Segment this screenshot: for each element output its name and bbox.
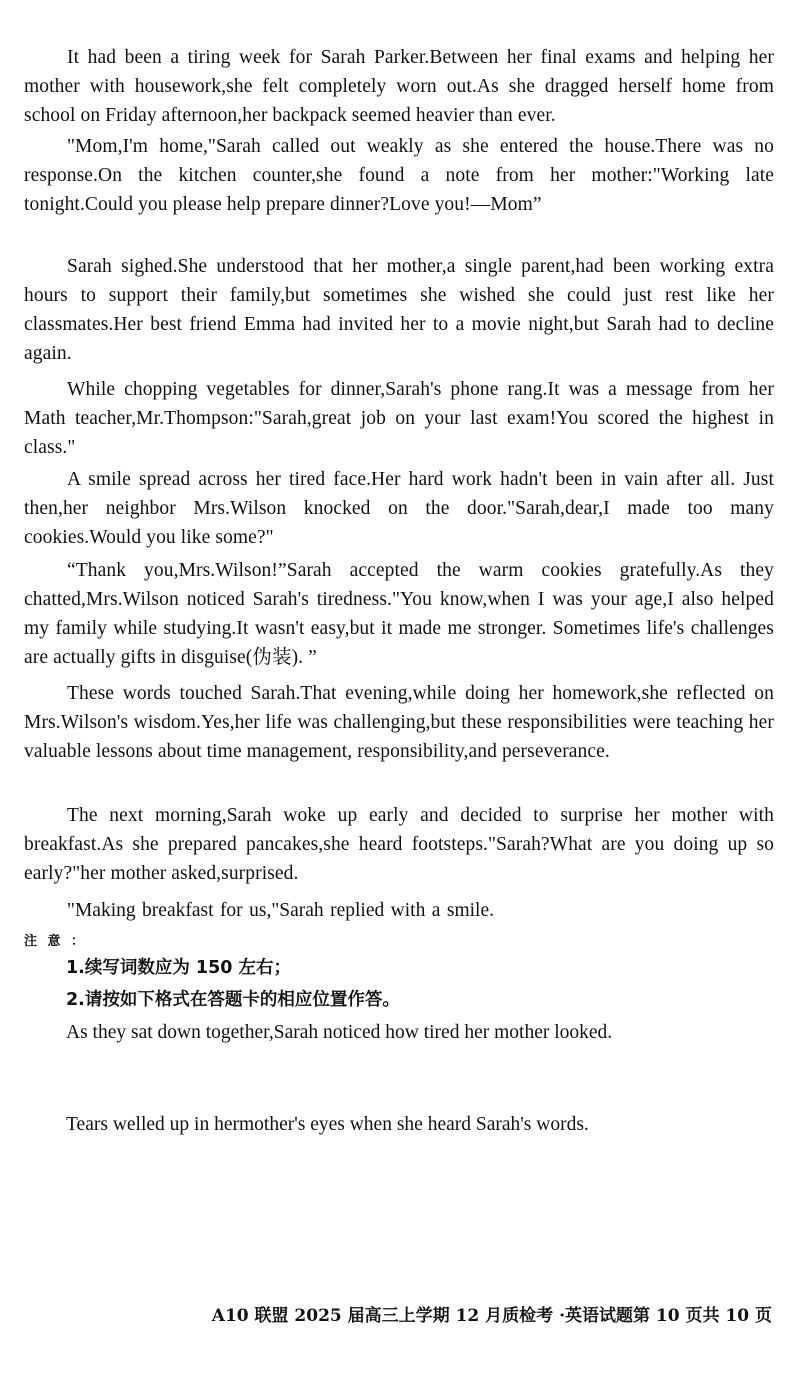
continuation-opener-1: As they sat down together,Sarah noticed how tired her mother looked.	[66, 1022, 613, 1043]
instruction-answer-format: 2.请按如下格式在答题卡的相应位置作答。	[66, 990, 400, 1010]
page-footer: A10 联盟 2025 届高三上学期 12 月质检考 ·英语试题第 10 页共 10 页	[211, 1306, 772, 1326]
passage-paragraph-8: The next morning,Sarah woke up early and decided to surprise her mother with breakfast.As she prepared pancakes,she heard footsteps."Sarah?What are you doing up so early?"her mother asked,surprised.	[24, 805, 774, 884]
passage-paragraph-5: A smile spread across her tired face.Her hard work hadn't been in vain after all. Just then,her neighbor Mrs.Wilson knocked on the door."Sarah,dear,I made too many cookies.Would you like some?"	[24, 469, 774, 548]
passage-paragraph-6: “Thank you,Mrs.Wilson!”Sarah accepted the warm cookies gratefully.As they chatted,Mrs.Wilson noticed Sarah's tiredness."You know,when I was your age,I also helped my family while studying.It wasn't easy,but it made me stronger. Sometimes life's challenges are actually gifts in disguise(伪装). ”	[24, 560, 774, 668]
passage-paragraph-7: These words touched Sarah.That evening,while doing her homework,she reflected on Mrs.Wilson's wisdom.Yes,her life was challenging,but these responsibilities were teaching her valuable lessons about time management, responsibility,and perseverance.	[24, 683, 774, 762]
note-label: 注 意 ：	[24, 934, 88, 949]
passage-paragraph-9	[24, 896, 494, 956]
continuation-opener-2: Tears welled up in hermother's eyes when she heard Sarah's words.	[66, 1114, 589, 1135]
passage-paragraph-2: "Mom,I'm home,"Sarah called out weakly as she entered the house.There was no response.On the kitchen counter,she found a note from her mother:"Working late tonight.Could you please help prepare dinner?Love you!—Mom”	[24, 136, 774, 215]
passage-paragraph-3: Sarah sighed.She understood that her mother,a single parent,had been working extra hours to support their family,but sometimes she wished she could just rest like her classmates.Her best friend Emma had invited her to a movie night,but Sarah had to decline again.	[24, 256, 774, 364]
passage-paragraph-1: It had been a tiring week for Sarah Parker.Between her final exams and helping her mother with housework,she felt completely worn out.As she dragged herself home from school on Friday afternoon,her backpack seemed heavier than ever.	[24, 47, 774, 126]
passage-paragraph-9-text: "Making breakfast for us,"Sarah replied with a smile.	[67, 900, 494, 921]
passage-paragraph-4: While chopping vegetables for dinner,Sarah's phone rang.It was a message from her Math teacher,Mr.Thompson:"Sarah,great job on your last exam!You scored the highest in class."	[24, 379, 774, 458]
instruction-word-count: 1.续写词数应为 150 左右；	[66, 958, 292, 978]
